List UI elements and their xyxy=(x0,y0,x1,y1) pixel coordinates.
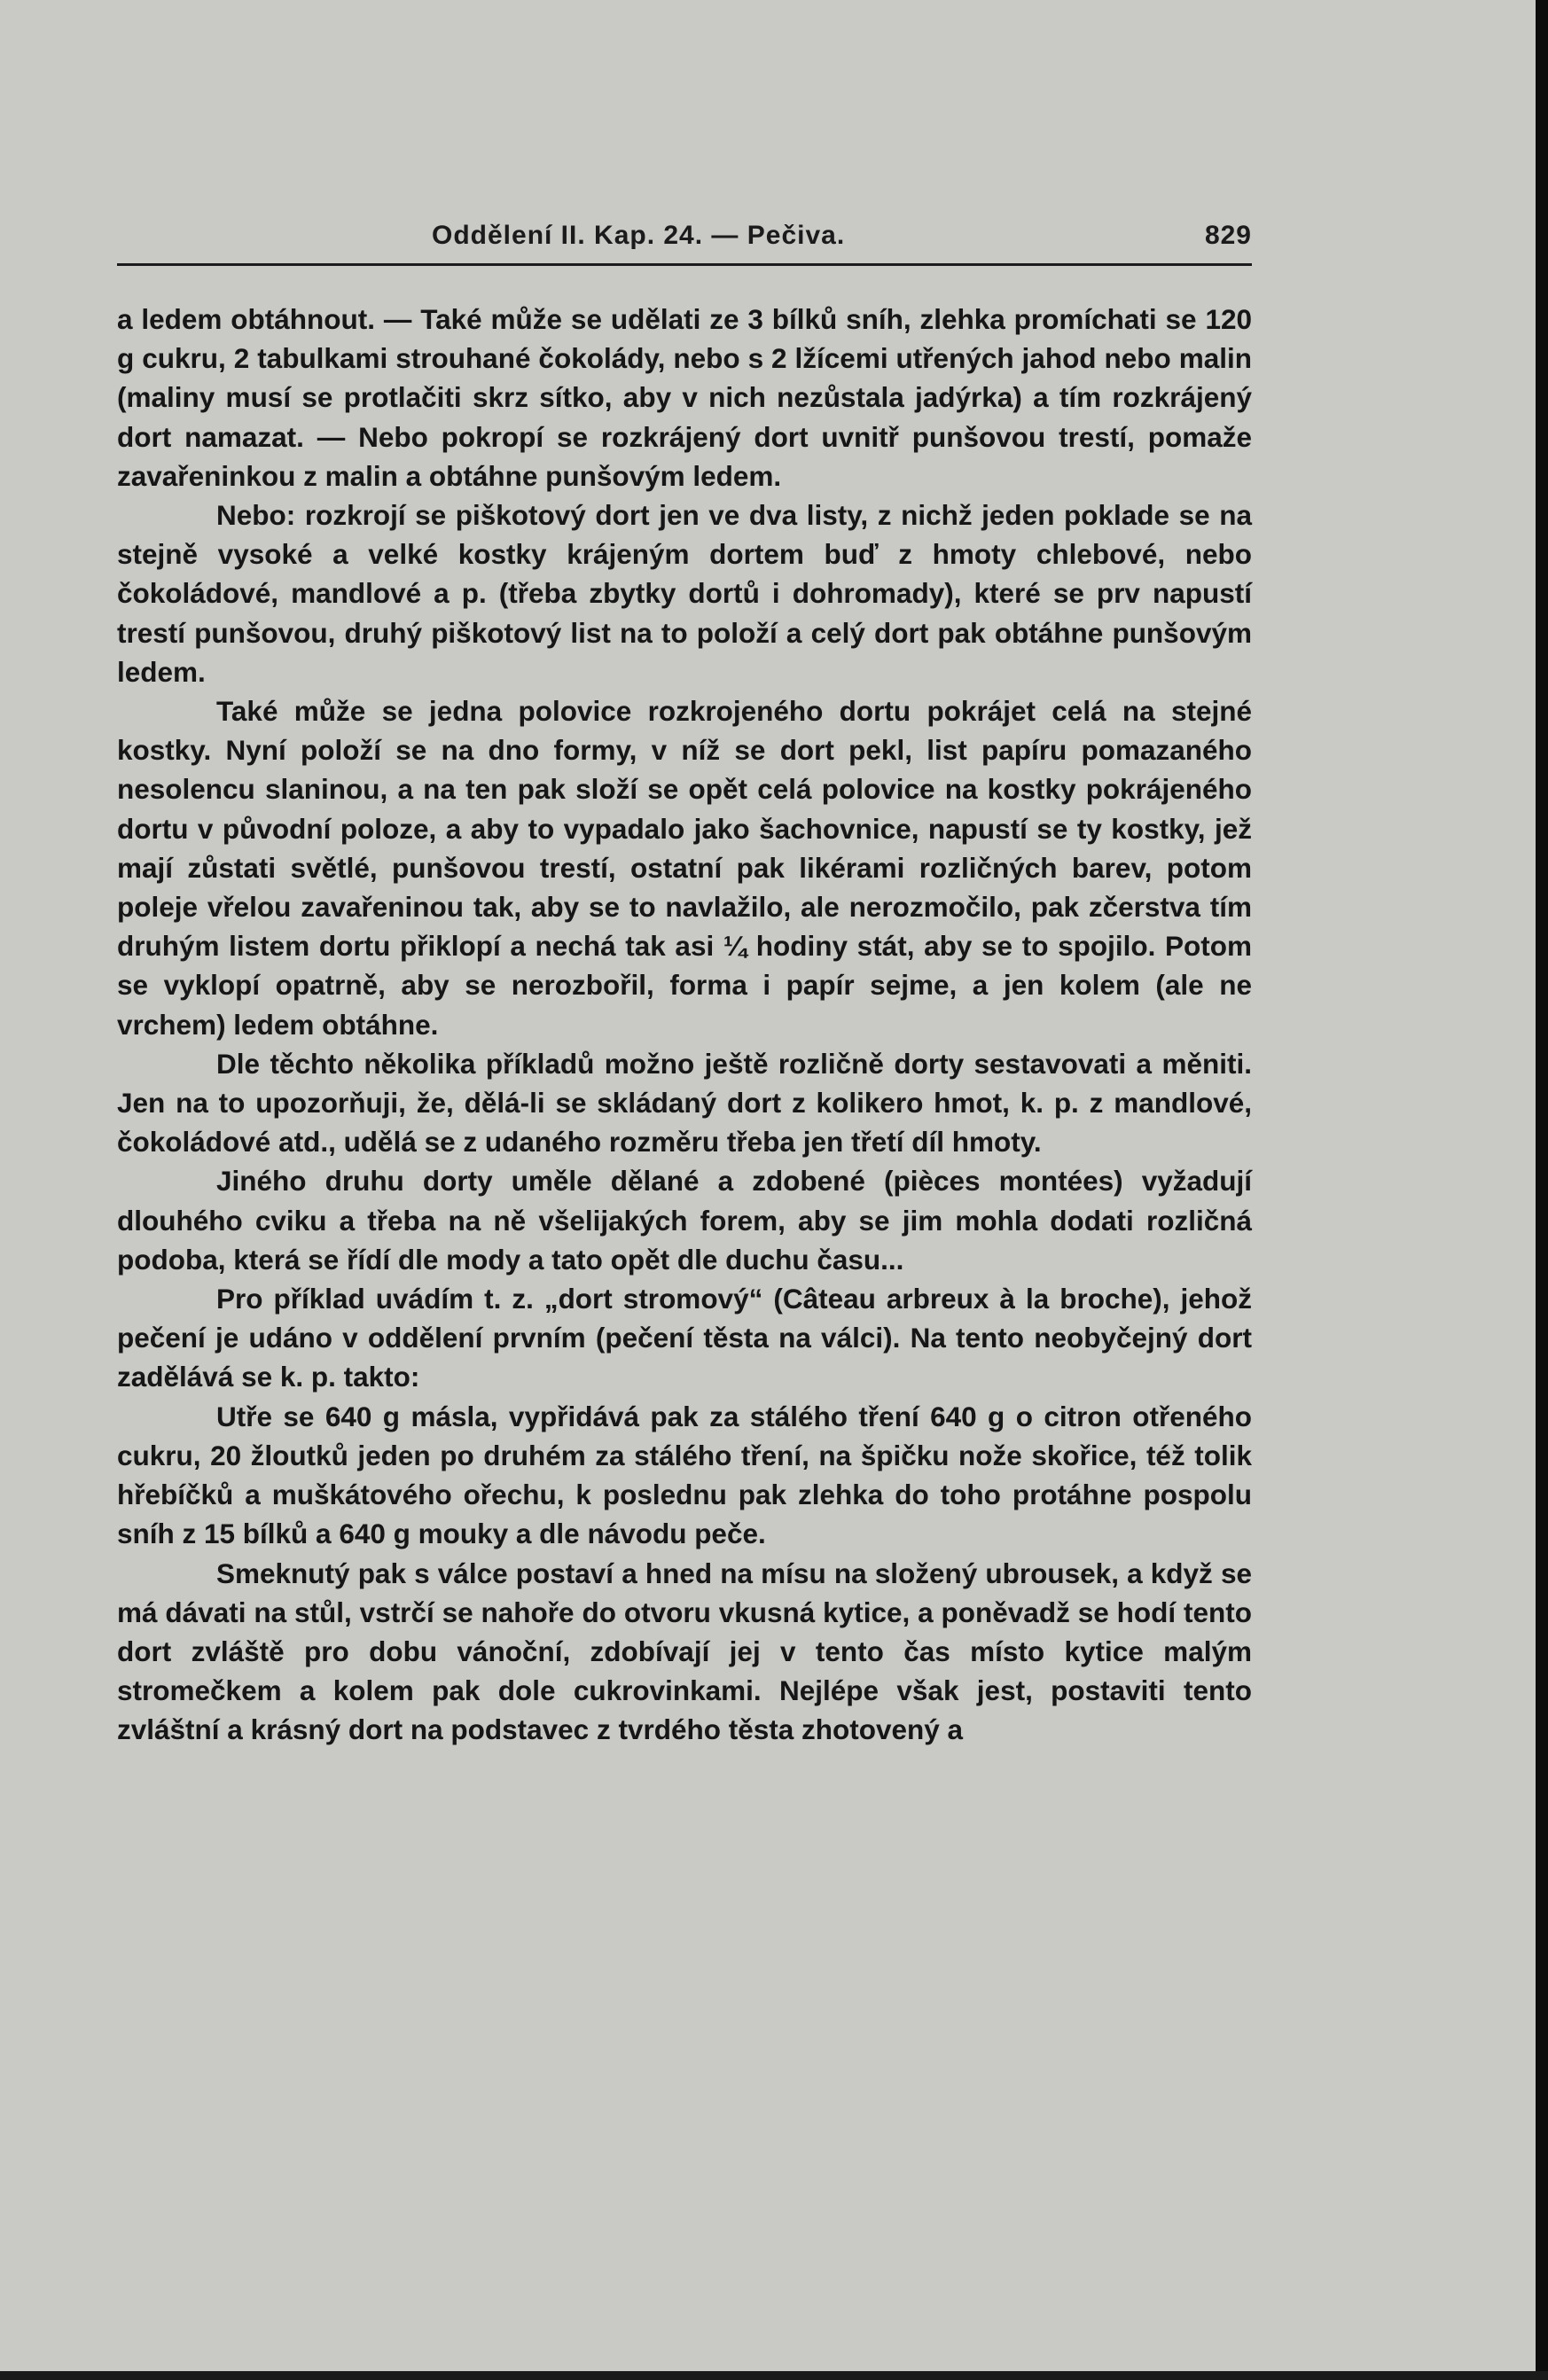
paragraph: Nebo: rozkrojí se piškotový dort jen ve dva listy, z nichž jeden poklade se na stejně vysoké a velké kostky krájeným dortem buď z hmoty chlebové, nebo čokoládové, mandlové a p. (třeba zbytky dortů i dohromady), které se prv napustí trestí punšovou, druhý piškotový list na to položí a celý dort pak obtáhne punšovým ledem. xyxy=(117,499,1252,688)
body-text xyxy=(117,300,1252,1750)
running-header xyxy=(117,217,1252,258)
paragraph: Také může se jedna polovice rozkrojeného dortu pokrájet celá na stejné kostky. Nyní položí se na dno formy, v níž se dort pekl, list papíru pomazaného nesolencu slaninou, a na ten pak složí se opět celá polovice na kostky pokrájeného dortu v původní poloze, a aby to vypadalo jako šachovnice, napustí se ty kostky, jež mají zůstati světlé, punšovou trestí, ostatní pak likérami rozličných barev, potom poleje vřelou zavařeninou tak, aby se to navlažilo, ale nerozmočilo, pak zčerstva tím druhým listem dortu přiklopí a nechá tak asi ¼ hodiny stát, aby se to spojilo. Potom se vyklopí opatrně, aby se nerozbořil, forma i papír sejme, a jen kolem (ale ne vrchem) ledem obtáhne. xyxy=(117,695,1252,1041)
paragraph: Jiného druhu dorty uměle dělané a zdobené (pièces montées) vyžadují dlouhého cviku a třeba na ně všelijakých forem, aby se jim mohla dodati rozličná podoba, která se řídí dle mody a tato opět dle duchu času... xyxy=(117,1165,1252,1276)
header-rule xyxy=(117,263,1252,266)
paragraph: Smeknutý pak s válce postaví a hned na mísu na složený ubrousek, a když se má dávati na stůl, vstrčí se nahoře do otvoru vkusná kytice, a poněvadž se hodí tento dort zvláště pro dobu vánoční, zdobívají jej v tento čas místo kytice malým stromečkem a kolem pak dole cukrovinkami. Nejlépe však jest, postaviti tento zvláštní a krásný dort na podstavec z tvrdého těsta zhotovený a xyxy=(117,1557,1252,1746)
paragraph: Utře se 640 g másla, vypřidává pak za stálého tření 640 g o citron otřeného cukru, 20 žloutků jeden po druhém za stálého tření, na špičku nože skořice, též tolik hřebíčků a muškátového ořechu, k poslednu pak zlehka do toho protáhne pospolu sníh z 15 bílků a 640 g mouky a dle návodu peče. xyxy=(117,1400,1252,1550)
paragraph: Pro příklad uvádím t. z. „dort stromový“ (Câteau arbreux à la broche), jehož pečení je udáno v oddělení prvním (pečení těsta na válci). Na tento neobyčejný dort zadělává se k. p. takto: xyxy=(117,1283,1252,1393)
paragraph: Dle těchto několika příkladů možno ještě rozličně dorty sestavovati a měniti. Jen na to upozorňuji, že, dělá-li se skládaný dort z kolikero hmot, k. p. z mandlové, čokoládové atd., udělá se z udaného rozměru třeba jen třetí díl hmoty. xyxy=(117,1047,1252,1159)
paragraph: a ledem obtáhnout. — Také může se udělati ze 3 bílků sníh, zlehka promíchati se 120 g cukru, 2 tabulkami strouhané čokolády, nebo s 2 lžícemi utřených jahod nebo malin (maliny musí se protlačiti skrz sítko, aby v nich nezůstala jadýrka) a tím rozkrájený dort namazat. — Nebo pokropí se rozkrájený dort uvnitř punšovou trestí, pomaže zavařeninkou z malin a obtáhne punšovým ledem. xyxy=(117,303,1252,492)
page-number: 829 xyxy=(1204,221,1252,250)
book-page xyxy=(117,217,1252,1750)
scan-border-bottom xyxy=(0,2371,1548,2380)
scan-border-right xyxy=(1536,0,1548,2380)
running-header-title: Oddělení II. Kap. 24. — Pečiva. xyxy=(432,221,846,250)
